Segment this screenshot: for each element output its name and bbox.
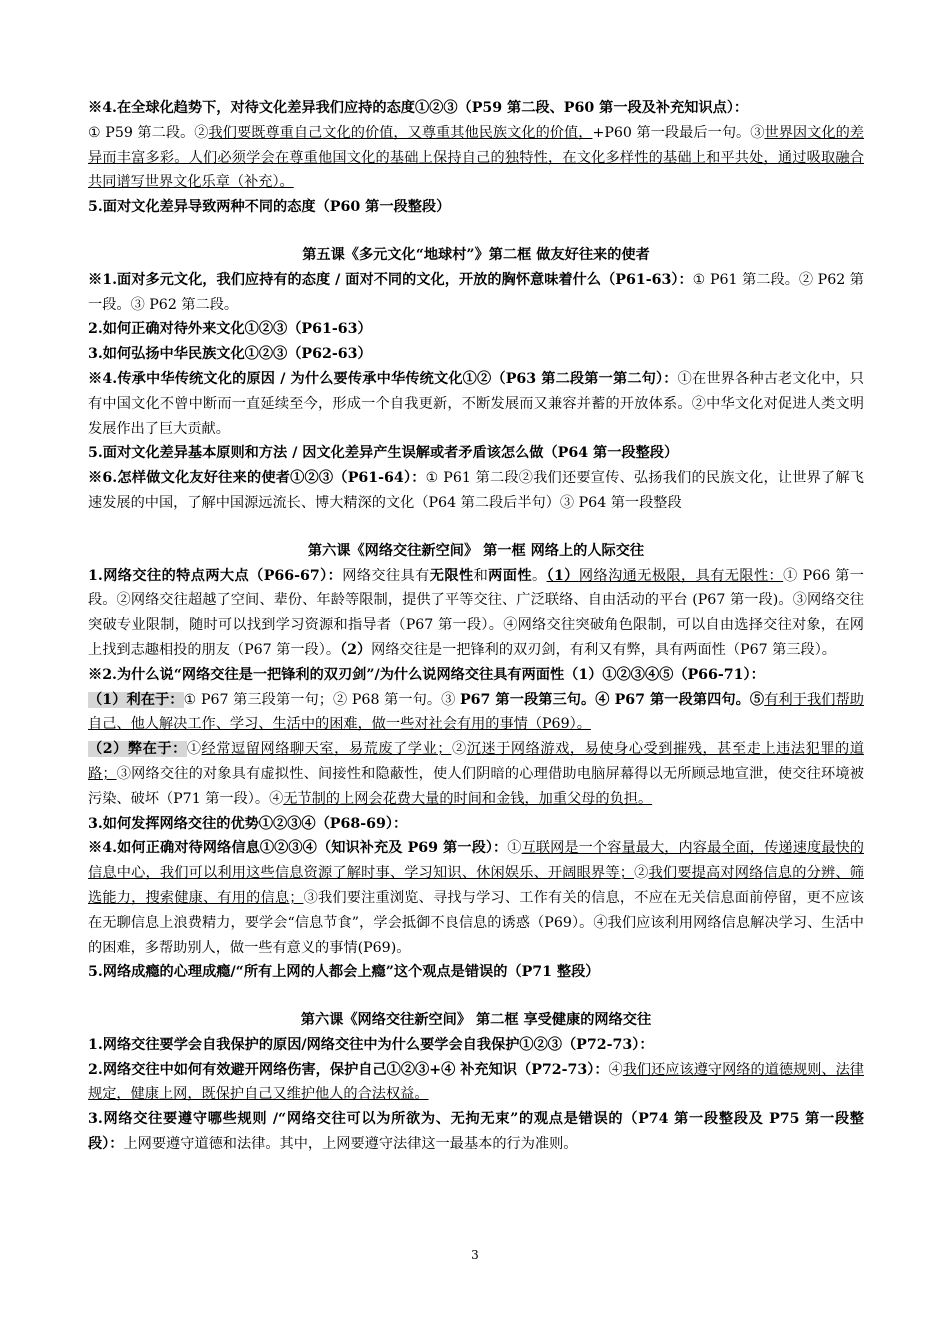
text-run: （1） bbox=[546, 567, 579, 584]
text-run: 我们还应该遵守网络的道德规则、法律规定，健康上网，既保护自己又维护他人的合法权益。 bbox=[88, 1061, 864, 1103]
text-run: 第六课《网络交往新空间》 第二框 享受健康的网络交往 bbox=[300, 1012, 652, 1029]
text-run: ① bbox=[186, 741, 202, 758]
text-run: 第六课《网络交往新空间》 第一框 网络上的人际交往 bbox=[307, 542, 645, 559]
text-run: ① P61 第二段②我们还要宣传、弘扬我们的民族文化，让世界了解飞速发展的中国，了解中国源远流长、博大精深的文化（P64 第二段后半句）③ P64 第一段整段 bbox=[88, 470, 864, 511]
text-run: 上网要遵守道德和法律。其中，上网要遵守法律这一最基本的行为准则。 bbox=[123, 1136, 578, 1153]
paragraph bbox=[88, 688, 864, 738]
text-run: 1.网络交往要学会自我保护的原因/网络交往中为什么要学会自我保护①②③（P72-73）： bbox=[88, 1036, 654, 1053]
text-run: 我们要既尊重自己文化的价值，又尊重其他民族文化的价值， bbox=[208, 124, 593, 141]
text-run: （2）弊在于： bbox=[88, 741, 187, 758]
paragraph bbox=[88, 466, 864, 516]
text-run: 1.网络交往的特点两大点（P66-67）： bbox=[88, 567, 343, 584]
text-run: ① P59 第二段。② bbox=[88, 124, 209, 141]
text-run: ③我们要注重浏览、寻找与学习、工作有关的信息，不应在无关信息面前停留，更不应该在无聊信息上浪费精力，要学会“信息节食”，学会抵御不良信息的诱惑（P69）。④我们应该利用网络信息解决学习、生活中的困难，多帮助别人，做一些有意义的事情(P69)。 bbox=[88, 889, 864, 956]
paragraph bbox=[88, 836, 864, 960]
text-run: 网络交往是一把锋利的双刃剑，有利又有弊，具有两面性（P67 第三段）。 bbox=[371, 641, 836, 658]
text-run: P67 第一段第三句。④ P67 第一段第四句。⑤ bbox=[460, 691, 765, 708]
paragraph bbox=[88, 737, 864, 811]
text-run: 互联网是一个容量最大，内容最全面，传递速度最快的信息中心，我们可以利用这些信息资源了解时事、学习知识、休闲娱乐、开阔眼界等； bbox=[88, 840, 864, 882]
page-number: 3 bbox=[471, 1248, 479, 1262]
text-run: ① bbox=[507, 840, 522, 857]
text-run: 沉迷于网络游戏，易使身心受到摧残，甚至走上违法犯罪的道路； bbox=[88, 741, 864, 782]
text-run: 和 bbox=[473, 567, 489, 584]
text-run: （1）利在于： bbox=[88, 691, 184, 708]
paragraph bbox=[88, 1058, 864, 1108]
text-run: 无限性 bbox=[429, 567, 474, 584]
text-run: 无节制的上网会花费大量的时间和金钱，加重父母的负担。 bbox=[283, 790, 653, 807]
paragraph bbox=[88, 121, 864, 195]
text-run: ① P61 第二段。② P62 第一段。③ P62 第二段。 bbox=[88, 271, 864, 313]
text-run: 世界因文化的差异而丰富多彩。人们必须学会在尊重他国文化的基础上保持自己的独特性，在文化多样性的基础上和平共处，通过吸取融合共同谱写世界文化乐章（补充）。 bbox=[88, 124, 864, 191]
paragraph bbox=[88, 564, 864, 663]
text-run: ③网络交往的对象具有虚拟性、间接性和隐蔽性，使人们阴暗的心理借助电脑屏幕得以无所顾忌地宣泄，使交往环境被污染、破坏（P71 第一段）。④ bbox=[88, 765, 864, 807]
section-heading bbox=[88, 243, 864, 268]
text-run: 3.网络交往要遵守哪些规则 /“网络交往可以为所欲为、无拘无束”的观点是错误的（P74 第一段整段及 P75 第一段整段）： bbox=[88, 1111, 864, 1153]
paragraph bbox=[88, 342, 864, 367]
text-run: （2） bbox=[340, 641, 372, 658]
paragraph bbox=[88, 441, 864, 466]
text-run: +P60 第一段最后一句。③ bbox=[592, 124, 765, 141]
text-run: 5.网络成瘾的心理成瘾/“所有上网的人都会上瘾”这个观点是错误的（P71 整段） bbox=[88, 964, 600, 981]
paragraph bbox=[88, 812, 864, 837]
text-run: ※2.为什么说“网络交往是一把锋利的双刃剑”/为什么说网络交往具有两面性（1）①②③④⑤（P66-71）： bbox=[88, 666, 765, 683]
text-run: ※1.面对多元文化，我们应持有的态度 / 面对不同的文化，开放的胸怀意味着什么（P61-63）： bbox=[88, 271, 693, 288]
section-heading bbox=[88, 1008, 864, 1033]
document-body bbox=[88, 96, 864, 1157]
paragraph bbox=[88, 1033, 864, 1058]
paragraph bbox=[88, 96, 864, 121]
paragraph bbox=[88, 367, 864, 441]
text-run: 有利于我们帮助自己、他人解决工作、学习、生活中的困难，做一些对社会有用的事情（P69）。 bbox=[88, 691, 864, 733]
text-run: ※6.怎样做文化友好往来的使者①②③（P61-64）： bbox=[88, 470, 426, 487]
paragraph bbox=[88, 268, 864, 318]
text-run: 经常逗留网络聊天室，易荒废了学业； bbox=[201, 741, 452, 758]
paragraph bbox=[88, 1107, 864, 1157]
text-run: ① P66 第一段。②网络交往超越了空间、辈份、年龄等限制，提供了平等交往、广泛联络、自由活动的平台 (P67 第一段)。③网络交往突破专业限制，随时可以找到学习资源和指导者（P67 第一段）。④网络交往突破角色限制，可以自由选择交往对象，在网上找到志趣相投的朋友（P67 第一段）。 bbox=[88, 567, 864, 658]
text-run: ① P67 第三段第一句；② P68 第一句。③ bbox=[183, 691, 460, 708]
text-run: 3.如何弘扬中华民族文化①②③（P62-63） bbox=[88, 346, 372, 363]
text-run: 。 bbox=[531, 567, 547, 584]
section-spacer bbox=[88, 985, 864, 1008]
text-run: 5.面对文化差异基本原则和方法 / 因文化差异产生误解或者矛盾该怎么做（P64 第一段整段） bbox=[88, 445, 679, 462]
text-run: 网络沟通无极限，具有无限性： bbox=[578, 567, 784, 584]
text-run: ※4.在全球化趋势下，对待文化差异我们应持的态度①②③（P59 第二段、P60 第一段及补充知识点）： bbox=[88, 100, 749, 116]
text-run: ※4.传承中华传统文化的原因 / 为什么要传承中华传统文化①②（P63 第二段第一第二句）： bbox=[88, 370, 678, 387]
text-run: 2.网络交往中如何有效避开网络伤害，保护自己①②③+④ 补充知识（P72-73）： bbox=[88, 1061, 609, 1078]
text-run: 两面性 bbox=[488, 567, 532, 584]
text-run: 3.如何发挥网络交往的优势①②③④（P68-69）： bbox=[88, 815, 408, 832]
paragraph bbox=[88, 663, 864, 688]
text-run: ※4.如何正确对待网络信息①②③④（知识补充及 P69 第一段）： bbox=[88, 840, 508, 857]
text-run: 5.面对文化差异导致两种不同的态度（P60 第一段整段） bbox=[88, 199, 451, 216]
text-run: 网络交往具有 bbox=[342, 567, 430, 584]
text-run: 我们要提高对网络信息的分辨、筛选能力，搜索健康、有用的信息； bbox=[88, 865, 864, 906]
text-run: 2.如何正确对待外来文化①②③（P61-63） bbox=[88, 321, 372, 338]
text-run: ② bbox=[451, 741, 467, 758]
paragraph bbox=[88, 960, 864, 985]
section-spacer bbox=[88, 220, 864, 243]
text-run: ② bbox=[634, 865, 649, 882]
paragraph bbox=[88, 317, 864, 342]
text-run: ①在世界各种古老文化中，只有中国文化不曾中断而一直延续至今，形成一个自我更新，不断发展而又兼容并蓄的开放体系。②中华文化对促进人类文明发展作出了巨大贡献。 bbox=[88, 370, 864, 437]
section-spacer bbox=[88, 516, 864, 539]
text-run: ④ bbox=[608, 1061, 623, 1078]
paragraph bbox=[88, 195, 864, 220]
text-run: 第五课《多元文化“地球村”》第二框 做友好往来的使者 bbox=[302, 246, 650, 263]
section-heading bbox=[88, 539, 864, 564]
